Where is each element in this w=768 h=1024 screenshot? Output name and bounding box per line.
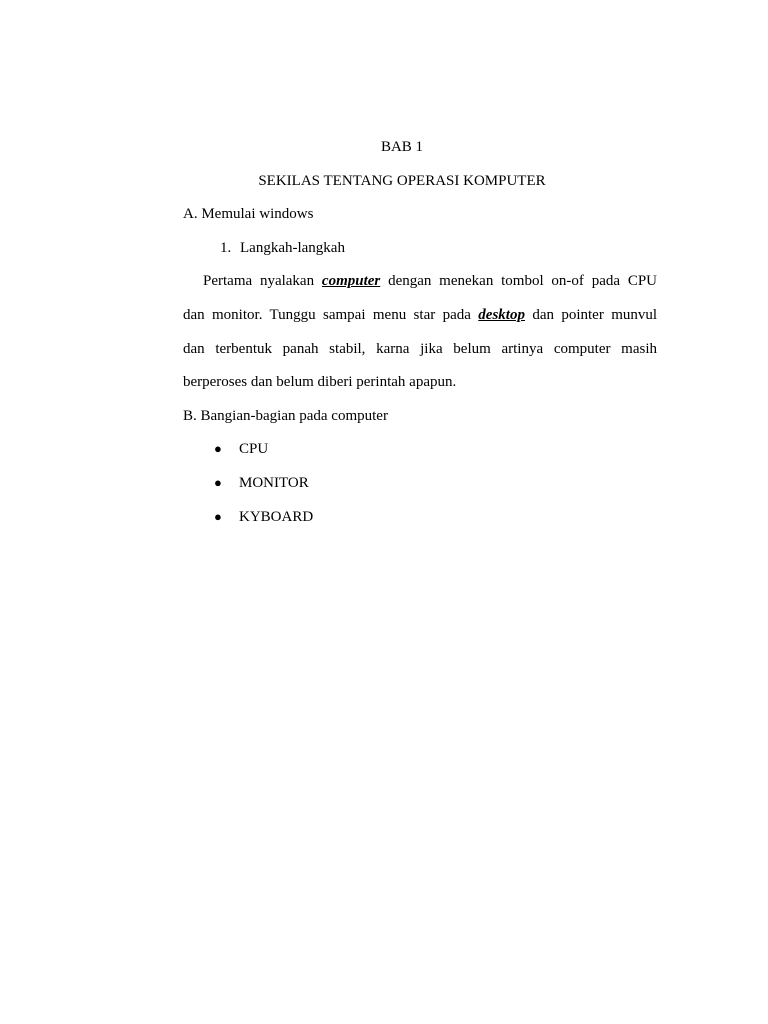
section-b-marker: B. xyxy=(183,408,197,424)
paragraph-text: dengan menekan tombol on-of pada CPU xyxy=(388,273,658,289)
emphasized-term-computer: computer xyxy=(321,273,381,289)
section-b-text: Bangian-bagian pada computer xyxy=(200,408,388,424)
subsection-1-heading xyxy=(220,239,345,257)
bullet-icon: ● xyxy=(214,441,222,456)
paragraph-line-2 xyxy=(183,306,657,324)
paragraph-line-3: dan terbentuk panah stabil, karna jika belum artinya computer masih xyxy=(183,341,657,357)
bullet-icon: ● xyxy=(214,475,222,490)
paragraph-line-4: berperoses dan belum diberi perintah apapun. xyxy=(183,374,457,390)
paragraph-text: dan monitor. Tunggu sampai menu star pada xyxy=(183,307,471,323)
section-b-heading xyxy=(183,407,388,425)
paragraph-text: Pertama nyalakan xyxy=(203,273,315,289)
list-item: MONITOR xyxy=(239,475,309,491)
bullet-icon: ● xyxy=(214,509,222,524)
section-a-heading xyxy=(183,205,313,223)
emphasized-term-desktop: desktop xyxy=(478,307,525,323)
chapter-heading: BAB 1 xyxy=(380,139,424,155)
paragraph-text: dan pointer munvul xyxy=(532,307,658,323)
chapter-title: SEKILAS TENTANG OPERASI KOMPUTER xyxy=(258,173,546,189)
paragraph-line-1 xyxy=(203,272,657,290)
subsection-1-marker: 1. xyxy=(220,240,232,256)
section-a-marker: A. xyxy=(183,206,198,222)
section-a-text: Memulai windows xyxy=(201,206,314,222)
list-item: CPU xyxy=(239,441,269,457)
list-item: KYBOARD xyxy=(239,509,314,525)
subsection-1-text: Langkah-langkah xyxy=(240,240,345,256)
